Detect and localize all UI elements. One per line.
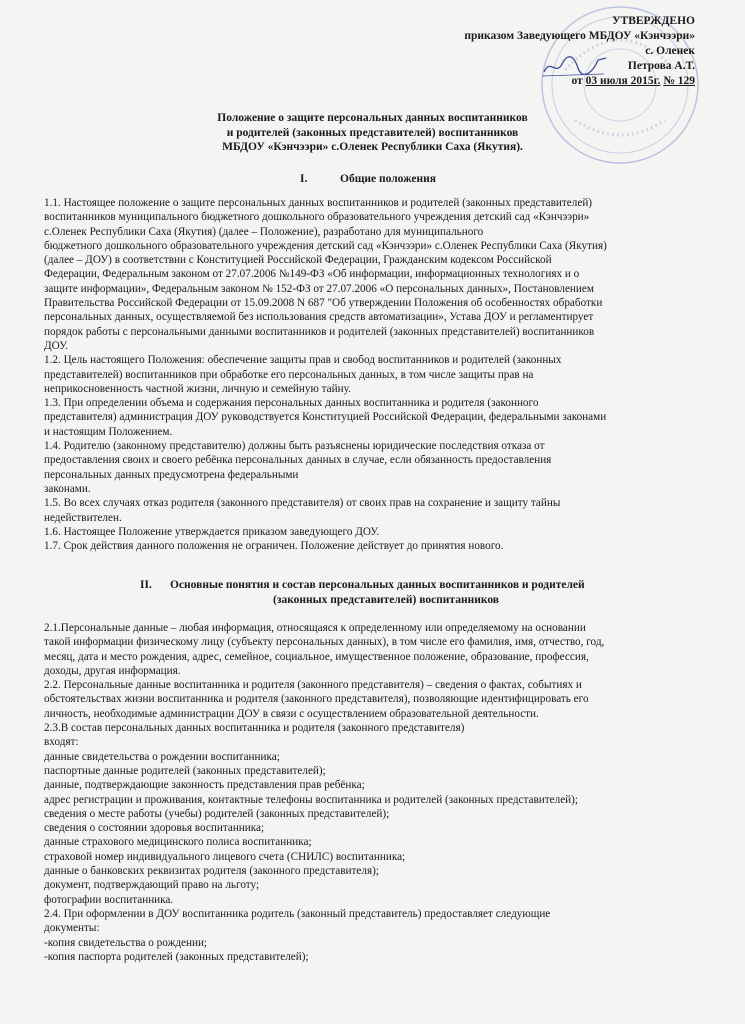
- text-line: сведения о месте работы (учебы) родителей (законных представителей);: [44, 807, 390, 820]
- approval-block: [395, 14, 695, 89]
- text-line: паспортные данные родителей (законных представителей);: [44, 764, 326, 777]
- text-line: предоставления своих и своего ребёнка персональных данных в случае, если обязанность предоставления: [44, 454, 552, 467]
- text-line: 1.6. Настоящее Положение утверждается приказом заведующего ДОУ.: [44, 525, 380, 538]
- text-line: страховой номер индивидуального лицевого счета (СНИЛС) воспитанника;: [44, 850, 406, 863]
- text-line: (далее – ДОУ) в соответствии с Конституцией Российской Федерации, Гражданским кодексом Российской: [44, 254, 552, 267]
- text-line: данные страхового медицинского полиса воспитанника;: [44, 836, 312, 849]
- approval-place: с. Оленек: [645, 45, 695, 57]
- text-line: 1.7. Срок действия данного положения не ограничен. Положение действует до принятия нового.: [44, 540, 504, 553]
- approval-signer: Петрова А.Т.: [627, 60, 695, 72]
- approval-order: приказом Заведующего МБДОУ «Кэнчээри»: [464, 30, 695, 42]
- approval-date-prefix: от: [571, 75, 583, 87]
- text-line: Правительства Российской Федерации от 15.09.2008 N 687 "Об утверждении Положения об особенностях обработки: [44, 297, 603, 310]
- text-line: ДОУ.: [44, 339, 68, 352]
- section-2-title-line-1: Основные понятия и состав персональных данных воспитанников и родителей: [170, 579, 585, 591]
- text-line: с.Оленек Республики Саха (Якутия) (далее – Положение), разработано для муниципального: [44, 225, 484, 238]
- text-line: воспитанников муниципального бюджетного дошкольного образовательного учреждения детский сад «Кэнчээри»: [44, 211, 590, 224]
- text-line: законами.: [44, 482, 91, 495]
- text-line: персональных данных, осуществляемой без использования средств автоматизации», Устава ДОУ и регламентирует: [44, 311, 594, 324]
- section-2-number: II.: [140, 579, 152, 591]
- text-line: защите информации», Федеральным законом № 152-ФЗ от 27.07.2006 «О персональных данных», Постановлением: [44, 282, 594, 295]
- section-1-title: Общие положения: [340, 173, 436, 185]
- text-line: 1.3. При определении объема и содержания персональных данных воспитанника и родителя (законного: [44, 397, 539, 410]
- section-2-body: [44, 621, 698, 964]
- section-2-title-line-2: (законных представителей) воспитанников: [273, 594, 499, 606]
- approval-date-line: [395, 74, 695, 89]
- text-line: документ, подтверждающий право на льготу;: [44, 879, 260, 892]
- text-line: данные, подтверждающие законность представления прав ребёнка;: [44, 779, 365, 792]
- title-line-3: МБДОУ «Кэнчээри» с.Оленек Республики Саха (Якутия).: [222, 141, 523, 153]
- text-line: данные свидетельства о рождении воспитанника;: [44, 750, 280, 763]
- text-line: представителя) администрация ДОУ руководствуется Конституцией Российской Федерации, федеральными законами: [44, 411, 607, 424]
- text-line: месяц, дата и место рождения, адрес, семейное, социальное, имущественное положение, образование, профессия,: [44, 650, 589, 663]
- text-line: 1.5. Во всех случаях отказ родителя (законного представителя) от своих прав на сохранение и защиту тайны: [44, 497, 561, 510]
- section-1-number: I.: [300, 173, 308, 185]
- text-line: -копия паспорта родителей (законных представителей);: [44, 950, 309, 963]
- text-line: 2.3.В состав персональных данных воспитанника и родителя (законного представителя): [44, 722, 465, 735]
- text-line: документы:: [44, 922, 100, 935]
- text-line: входят:: [44, 736, 79, 749]
- text-line: сведения о состоянии здоровья воспитанника;: [44, 822, 265, 835]
- text-line: представителей) воспитанников при обработке его персональных данных, в том числе защиты прав на: [44, 368, 534, 381]
- text-line: адрес регистрации и проживания, контактные телефоны воспитанника и родителей (законных представителей);: [44, 793, 578, 806]
- text-line: личность, необходимые администрации ДОУ в связи с осуществлением образовательной деятельности.: [44, 707, 539, 720]
- text-line: 1.1. Настоящее положение о защите персональных данных воспитанников и родителей (законных представителей): [44, 197, 593, 209]
- title-line-1: Положение о защите персональных данных воспитанников: [217, 112, 528, 124]
- section-1-body: [44, 196, 698, 553]
- title-line-2: и родителей (законных представителей) воспитанников: [226, 126, 519, 139]
- text-line: обстоятельствах жизни воспитанника и родителя (законного представителя), позволяющие идентифицировать его: [44, 693, 589, 706]
- text-line: доходы, другая информация.: [44, 664, 181, 677]
- text-line: -копия свидетельства о рождении;: [44, 936, 208, 949]
- text-line: неприкосновенность частной жизни, личную и семейную тайну.: [44, 382, 351, 395]
- text-line: персональных данных предусмотрена федеральными: [44, 468, 299, 481]
- text-line: данные о банковских реквизитах родителя (законного представителя);: [44, 865, 379, 878]
- text-line: и настоящим Положением.: [44, 425, 173, 438]
- text-line: 2.4. При оформлении в ДОУ воспитанника родитель (законный представитель) предоставляет следующие: [44, 907, 551, 920]
- text-line: порядок работы с персональными данными воспитанников и родителей (законных представителей) воспитанников: [44, 325, 595, 338]
- text-line: 2.2. Персональные данные воспитанника и родителя (законного представителя) – сведения о фактах, событиях и: [44, 679, 582, 692]
- document-title: [0, 111, 745, 155]
- text-line: бюджетного дошкольного образовательного учреждения детский сад «Кэнчээри» с.Оленек Республики Саха (Якутия): [44, 239, 607, 252]
- text-line: Федерации, Федеральным законом от 27.07.2006 №149-ФЗ «Об информации, информационных технологиях и о: [44, 268, 580, 281]
- text-line: фотографии воспитанника.: [44, 893, 174, 906]
- text-line: недействителен.: [44, 511, 122, 524]
- approval-number: № 129: [663, 75, 695, 87]
- text-line: 1.2. Цель настоящего Положения: обеспечение защиты прав и свобод воспитанников и родителей (законных: [44, 354, 562, 367]
- text-line: 2.1.Персональные данные – любая информация, относящаяся к определенному или определяемому на основании: [44, 622, 586, 634]
- text-line: 1.4. Родителю (законному представителю) должны быть разъяснены юридические последствия отказа от: [44, 440, 545, 453]
- approval-title: УТВЕРЖДЕНО: [612, 15, 695, 27]
- approval-date: 03 июля 2015г.: [585, 75, 661, 87]
- text-line: такой информации физическому лицу (субъекту персональных данных), в том числе его фамилия, имя, отчество, год,: [44, 636, 605, 649]
